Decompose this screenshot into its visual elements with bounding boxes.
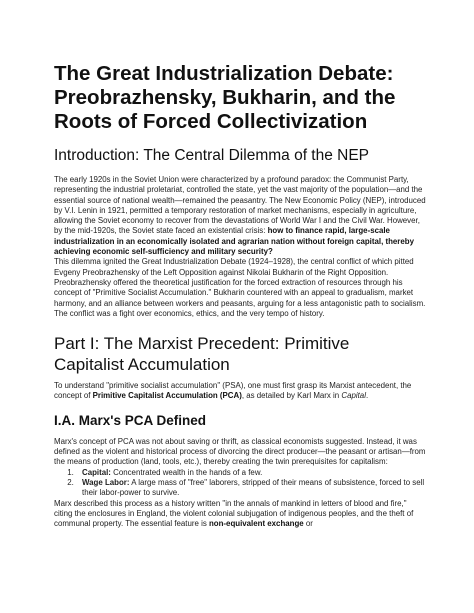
- part1-text-c: .: [365, 391, 369, 401]
- prerequisites-list: [54, 468, 426, 499]
- ia-heading: I.A. Marx's PCA Defined: [54, 412, 206, 428]
- intro-paragraph-2: This dilemma ignited the Great Industrialization Debate (1924–1928), the central conflict of which pitted Evgeny Preobrazhensky of the Left Opposition against Nikolai Bukharin of the Right Opposition. Preobrazhensky offered the theoretical justification for the forced extraction of resources through his concept of "Primitive Socialist Accumulation." Bukharin countered with an appeal to gradualism, market harmony, and an alliance between workers and peasants, arguing for a less antagonistic path to socialism. The conflict was a fight over economics, ethics, and the very tempo of history.: [54, 257, 426, 318]
- intro-heading: Introduction: The Central Dilemma of the NEP: [54, 147, 370, 164]
- ia-p2-bold: non-equivalent exchange: [208, 519, 304, 529]
- part1-text-a: To understand "primitive socialist accumulation" (PSA), one must first grasp its Marxist antecedent, the concept of: [54, 381, 412, 401]
- list-item-text: Concentrated wealth in the hands of a few.: [110, 467, 263, 477]
- part1-italic: Capital: [341, 391, 366, 401]
- ia-paragraph-2: [54, 499, 426, 530]
- part1-text-b: , as detailed by Karl Marx in: [241, 391, 342, 401]
- list-item-text: A large mass of "free" laborers, stripped of their means of subsistence, forced to sell their labor-power to survive.: [82, 477, 425, 498]
- ia-paragraph-1: Marx's concept of PCA was not about saving or thrift, as classical economists suggested. Instead, it was defined as the violent and historical process of divorcing the direct producer—the peasant or artisan—from the means of production (land, tools, etc.), thereby creating the twin prerequisites for capitalism:: [54, 436, 426, 467]
- intro-p1-text: The early 1920s in the Soviet Union were characterized by a profound paradox: the Communist Party, representing the industrial proletariat, controlled the state, yet the vast majority of the population—and the essential source of national wealth—remained the peasantry. The New Economic Policy (NEP), introduced by V.I. Lenin in 1921, permitted a temporary restoration of market mechanisms, especially in agriculture, allowing the Soviet economy to recover from the devastations of World War I and the Civil War. However, by the mid-1920s, the Soviet state faced an existential crisis:: [54, 175, 426, 236]
- part1-bold: Primitive Capitalist Accumulation (PCA): [92, 391, 242, 401]
- ia-p2-text-a: Marx described this process as a history written "in the annals of mankind in letters of blood and fire," citing the enclosures in England, the violent colonial subjugation of indigenous peoples, and the theft of communal property. The essential feature is: [54, 498, 414, 529]
- intro-p1-bold: how to finance rapid, large-scale industrialization in an economically isolated and agrarian nation without foreign capital, thereby achieving economic self-sufficiency and military security?: [54, 226, 414, 257]
- list-item-label: Capital:: [82, 467, 111, 477]
- list-item: [76, 468, 426, 478]
- part1-paragraph: [54, 381, 426, 402]
- document-title: The Great Industrialization Debate: Preobrazhensky, Bukharin, and the Roots of Forced Collectivization: [54, 62, 396, 133]
- list-item: [76, 478, 426, 499]
- intro-paragraph-1: [54, 175, 426, 257]
- list-item-label: Wage Labor:: [82, 477, 130, 487]
- part1-heading: Part I: The Marxist Precedent: Primitive Capitalist Accumulation: [54, 334, 350, 375]
- ia-p2-text-b: or: [303, 519, 313, 529]
